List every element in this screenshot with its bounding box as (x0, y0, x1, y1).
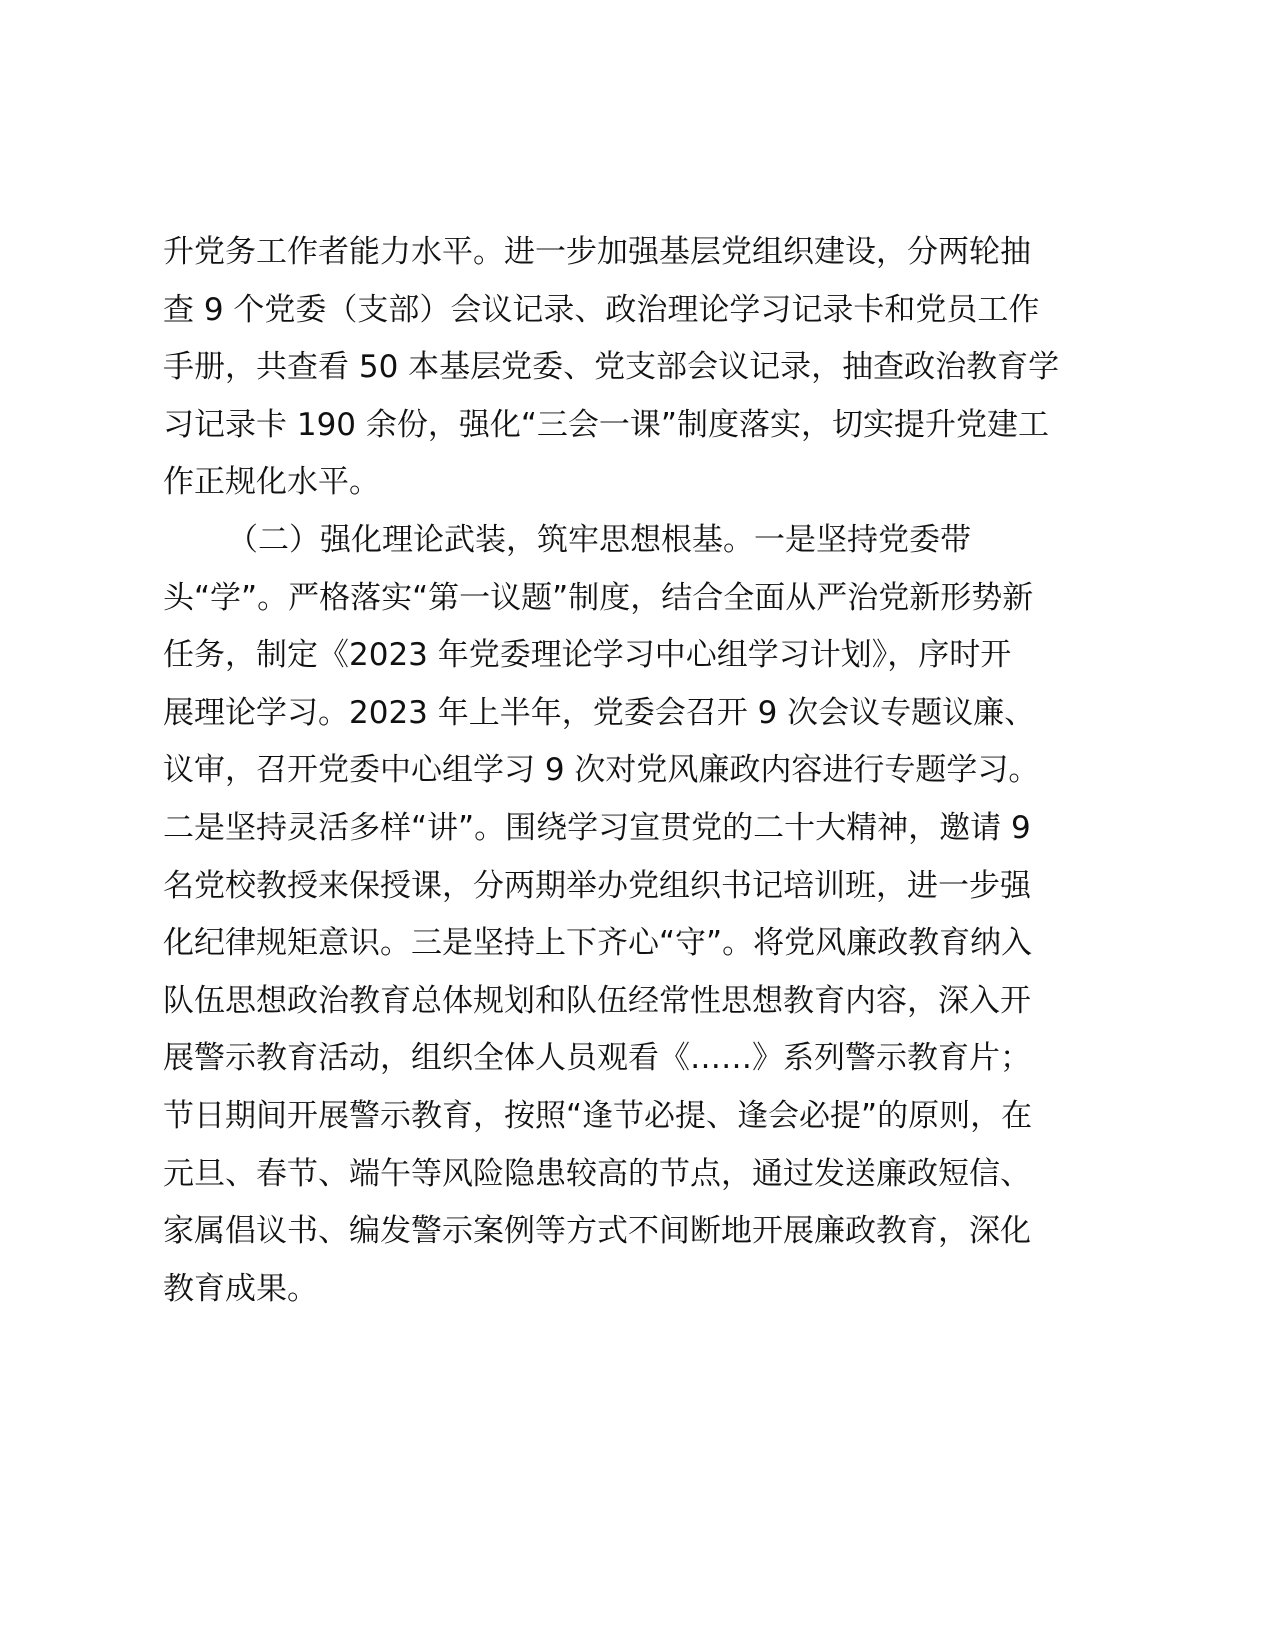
text-line: 作正规化水平。 (163, 464, 380, 501)
text-line: 任务，制定《2023 年党委理论学习中心组学习计划》，序时开 (163, 637, 1012, 674)
text-line: 家属倡议书、编发警示案例等方式不间断地开展廉政教育，深化 (163, 1213, 1031, 1250)
text-line: 议审，召开党委中心组学习 9 次对党风廉政内容进行专题学习。 (163, 752, 1040, 789)
text-line: 习记录卡 190 余份，强化“三会一课”制度落实，切实提升党建工 (163, 406, 1049, 443)
text-line: 手册，共查看 50 本基层党委、党支部会议记录，抽查政治教育学 (163, 349, 1060, 386)
text-line: 元旦、春节、端午等风险隐患较高的节点，通过发送廉政短信、 (163, 1155, 1031, 1192)
text-line: 化纪律规矩意识。三是坚持上下齐心“守”。将党风廉政教育纳入 (163, 925, 1033, 962)
text-line: 队伍思想政治教育总体规划和队伍经常性思想教育内容，深入开 (163, 982, 1031, 1019)
text-line: 升党务工作者能力水平。进一步加强基层党组织建设，分两轮抽 (163, 234, 1031, 270)
text-line: 查 9 个党委（支部）会议记录、政治理论学习记录卡和党员工作 (163, 291, 1040, 328)
text-line: 二是坚持灵活多样“讲”。围绕学习宣贯党的二十大精神，邀请 9 (163, 809, 1031, 846)
document-body (163, 224, 1123, 1318)
text-line: 展理论学习。2023 年上半年，党委会召开 9 次会议专题议廉、 (163, 694, 1036, 731)
text-line: 节日期间开展警示教育，按照“逢节必提、逢会必提”的原则，在 (163, 1097, 1033, 1134)
section-heading-line: （二）强化理论武装，筑牢思想根基。一是坚持党委带 (227, 521, 971, 558)
text-line: 展警示教育活动，组织全体人员观看《……》系列警示教育片； (163, 1040, 1031, 1077)
text-line: 名党校教授来保授课，分两期举办党组织书记培训班，进一步强 (163, 867, 1031, 904)
text-line: 教育成果。 (163, 1270, 318, 1307)
text-line: 头“学”。严格落实“第一议题”制度，结合全面从严治党新形势新 (163, 579, 1034, 616)
